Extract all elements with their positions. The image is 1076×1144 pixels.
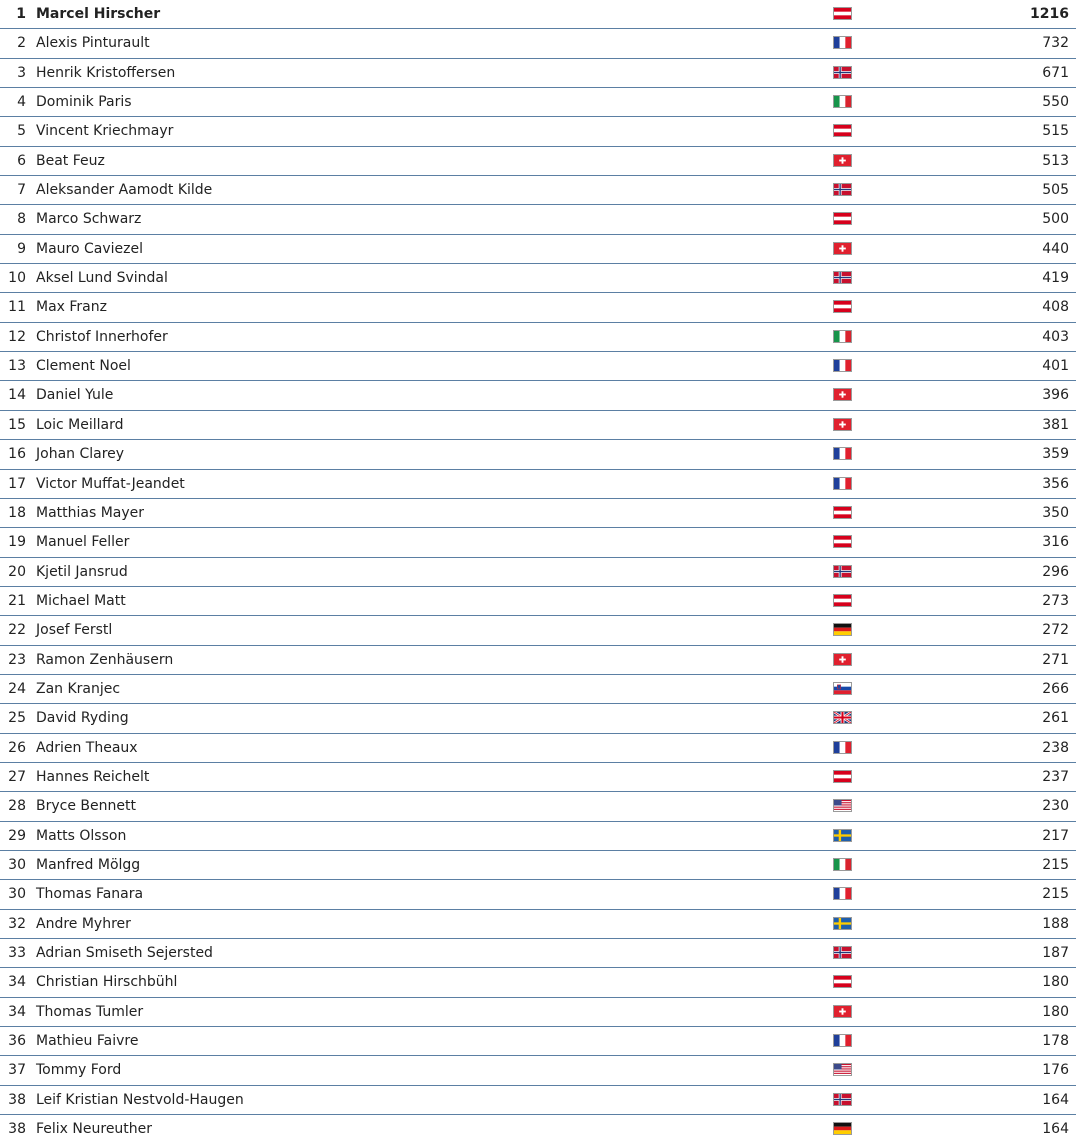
athlete-name: Johan Clarey [36,446,125,463]
rank-cell: 6 [17,152,26,169]
athlete-name: Max Franz [36,299,107,316]
points-cell: 396 [1042,387,1069,404]
table-row [0,675,1076,704]
rank-cell: 26 [8,739,26,756]
points-cell: 261 [1042,710,1069,727]
rank-cell: 4 [17,94,26,111]
athlete-name: Leif Kristian Nestvold-Haugen [36,1091,244,1108]
table-row [0,558,1076,587]
austria-flag-icon [833,7,852,20]
austria-flag-icon [833,975,852,988]
italy-flag-icon [833,330,852,343]
table-row [0,205,1076,234]
austria-flag-icon [833,506,852,519]
rank-cell: 8 [17,211,26,228]
table-row [0,147,1076,176]
points-cell: 238 [1042,739,1069,756]
table-row [0,998,1076,1027]
france-flag-icon [833,887,852,900]
athlete-name: Daniel Yule [36,387,114,404]
rank-cell: 27 [8,768,26,785]
athlete-name: Kjetil Jansrud [36,563,128,580]
points-cell: 272 [1042,622,1069,639]
points-cell: 215 [1042,856,1069,873]
athlete-name: Manuel Feller [36,534,130,551]
points-cell: 440 [1042,240,1069,257]
athlete-name: Josef Ferstl [36,622,113,639]
table-row [0,939,1076,968]
switzerland-flag-icon [833,1005,852,1018]
rank-cell: 2 [17,35,26,52]
points-cell: 164 [1042,1121,1069,1138]
rank-cell: 22 [8,622,26,639]
rank-cell: 30 [8,886,26,903]
usa-flag-icon [833,1063,852,1076]
points-cell: 316 [1042,534,1069,551]
rank-cell: 13 [8,358,26,375]
austria-flag-icon [833,300,852,313]
austria-flag-icon [833,212,852,225]
table-row [0,734,1076,763]
table-row [0,293,1076,322]
athlete-name: Thomas Tumler [36,1003,144,1020]
points-cell: 217 [1042,827,1069,844]
table-row [0,352,1076,381]
france-flag-icon [833,447,852,460]
points-cell: 419 [1042,270,1069,287]
rank-cell: 11 [8,299,26,316]
table-row [0,968,1076,997]
points-cell: 230 [1042,798,1069,815]
athlete-name: Ramon Zenhäusern [36,651,174,668]
points-cell: 515 [1042,123,1069,140]
points-cell: 401 [1042,358,1069,375]
table-row [0,1086,1076,1115]
table-row [0,440,1076,469]
rank-cell: 34 [8,1003,26,1020]
athlete-name: Adrien Theaux [36,739,138,756]
austria-flag-icon [833,594,852,607]
athlete-name: Henrik Kristoffersen [36,64,176,81]
austria-flag-icon [833,770,852,783]
france-flag-icon [833,741,852,754]
points-cell: 381 [1042,416,1069,433]
athlete-name: Loic Meillard [36,416,124,433]
points-cell: 266 [1042,680,1069,697]
table-row [0,323,1076,352]
rank-cell: 10 [8,270,26,287]
switzerland-flag-icon [833,418,852,431]
table-row [0,1115,1076,1144]
usa-flag-icon [833,799,852,812]
athlete-name: Christof Innerhofer [36,328,168,345]
france-flag-icon [833,36,852,49]
points-cell: 296 [1042,563,1069,580]
table-row [0,528,1076,557]
rank-cell: 1 [16,6,26,22]
table-row [0,88,1076,117]
athlete-name: Mathieu Faivre [36,1033,139,1050]
points-cell: 237 [1042,768,1069,785]
athlete-name: Zan Kranjec [36,680,121,697]
points-cell: 350 [1042,504,1069,521]
rank-cell: 17 [8,475,26,492]
switzerland-flag-icon [833,242,852,255]
points-cell: 271 [1042,651,1069,668]
athlete-name: Clement Noel [36,358,131,375]
rank-cell: 16 [8,446,26,463]
table-row [0,470,1076,499]
athlete-name: Manfred Mölgg [36,856,141,873]
table-row [0,763,1076,792]
france-flag-icon [833,477,852,490]
switzerland-flag-icon [833,154,852,167]
rank-cell: 12 [8,328,26,345]
norway-flag-icon [833,946,852,959]
athlete-name: Tommy Ford [36,1062,122,1079]
points-cell: 356 [1042,475,1069,492]
points-cell: 359 [1042,446,1069,463]
rank-cell: 18 [8,504,26,521]
table-row [0,264,1076,293]
athlete-name: Victor Muffat-Jeandet [36,475,185,492]
rank-cell: 3 [17,64,26,81]
norway-flag-icon [833,183,852,196]
points-cell: 732 [1042,35,1069,52]
points-cell: 513 [1042,152,1069,169]
rank-cell: 24 [8,680,26,697]
table-row [0,616,1076,645]
table-row [0,851,1076,880]
athlete-name: Adrian Smiseth Sejersted [36,945,213,961]
points-cell: 671 [1042,64,1069,81]
rank-cell: 33 [8,945,26,961]
germany-flag-icon [833,623,852,636]
points-cell: 550 [1042,94,1069,111]
norway-flag-icon [833,66,852,79]
points-cell: 1216 [1030,6,1069,22]
table-row [0,646,1076,675]
athlete-name: David Ryding [36,710,129,727]
table-row [0,0,1076,29]
rank-cell: 38 [8,1091,26,1108]
slovenia-flag-icon [833,682,852,695]
athlete-name: Thomas Fanara [36,886,144,903]
austria-flag-icon [833,535,852,548]
athlete-name: Andre Myhrer [36,915,131,932]
switzerland-flag-icon [833,388,852,401]
united-kingdom-flag-icon [833,711,852,724]
points-cell: 273 [1042,592,1069,609]
italy-flag-icon [833,95,852,108]
athlete-name: Matts Olsson [36,827,127,844]
athlete-name: Mauro Caviezel [36,240,143,257]
points-cell: 187 [1042,945,1069,961]
rank-cell: 7 [17,182,26,199]
rank-cell: 14 [8,387,26,404]
table-row [0,704,1076,733]
rank-cell: 29 [8,827,26,844]
rank-cell: 5 [17,123,26,140]
table-row [0,1027,1076,1056]
norway-flag-icon [833,1093,852,1106]
rank-cell: 20 [8,563,26,580]
rank-cell: 34 [8,974,26,991]
sweden-flag-icon [833,917,852,930]
points-cell: 215 [1042,886,1069,903]
points-cell: 505 [1042,182,1069,199]
points-cell: 178 [1042,1033,1069,1050]
points-cell: 164 [1042,1091,1069,1108]
athlete-name: Aksel Lund Svindal [36,270,168,287]
italy-flag-icon [833,858,852,871]
points-cell: 403 [1042,328,1069,345]
austria-flag-icon [833,124,852,137]
rank-cell: 9 [17,240,26,257]
table-row [0,59,1076,88]
points-cell: 408 [1042,299,1069,316]
points-cell: 180 [1042,1003,1069,1020]
table-row [0,235,1076,264]
germany-flag-icon [833,1122,852,1135]
athlete-name: Matthias Mayer [36,504,145,521]
table-row [0,176,1076,205]
table-row [0,411,1076,440]
table-row [0,29,1076,58]
athlete-name: Michael Matt [36,592,126,609]
rank-cell: 23 [8,651,26,668]
rank-cell: 28 [8,798,26,815]
athlete-name: Bryce Bennett [36,798,136,815]
rank-cell: 25 [8,710,26,727]
athlete-name: Alexis Pinturault [36,35,150,52]
rank-cell: 36 [8,1033,26,1050]
france-flag-icon [833,359,852,372]
table-row [0,587,1076,616]
table-row [0,381,1076,410]
rank-cell: 30 [8,856,26,873]
norway-flag-icon [833,271,852,284]
athlete-name: Marcel Hirscher [36,6,161,22]
athlete-name: Felix Neureuther [36,1121,153,1138]
table-row [0,880,1076,909]
table-row [0,117,1076,146]
points-cell: 188 [1042,915,1069,932]
points-cell: 500 [1042,211,1069,228]
athlete-name: Aleksander Aamodt Kilde [36,182,213,199]
sweden-flag-icon [833,829,852,842]
rank-cell: 19 [8,534,26,551]
points-cell: 176 [1042,1062,1069,1079]
rank-cell: 38 [8,1121,26,1138]
rank-cell: 37 [8,1062,26,1079]
france-flag-icon [833,1034,852,1047]
athlete-name: Marco Schwarz [36,211,142,228]
table-row [0,1056,1076,1085]
athlete-name: Christian Hirschbühl [36,974,178,991]
rank-cell: 21 [8,592,26,609]
rank-cell: 32 [8,915,26,932]
table-row [0,910,1076,939]
table-row [0,792,1076,821]
table-row [0,822,1076,851]
athlete-name: Beat Feuz [36,152,105,169]
rank-cell: 15 [8,416,26,433]
switzerland-flag-icon [833,653,852,666]
athlete-name: Dominik Paris [36,94,132,111]
table-row [0,499,1076,528]
norway-flag-icon [833,565,852,578]
athlete-name: Hannes Reichelt [36,768,150,785]
points-cell: 180 [1042,974,1069,991]
athlete-name: Vincent Kriechmayr [36,123,174,140]
